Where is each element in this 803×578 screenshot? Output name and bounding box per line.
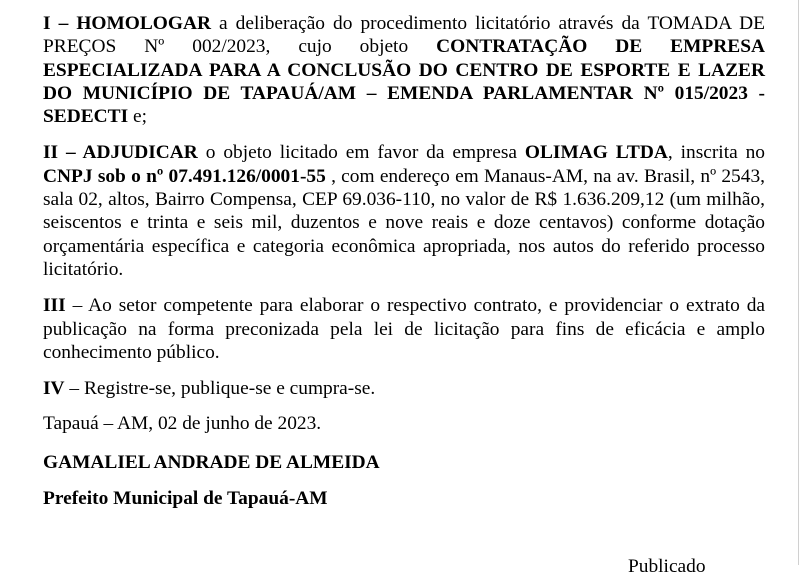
item-ii-verb: ADJUDICAR <box>82 142 198 164</box>
place-date: Tapauá – AM, 02 de junho de 2023. <box>43 413 322 435</box>
item-i-paragraph <box>43 12 765 128</box>
item-i-dash: – <box>50 13 77 34</box>
document-body <box>43 12 765 510</box>
item-iv-paragraph <box>43 377 765 400</box>
item-ii-cnpj: CNPJ sob o nº 07.491.126/0001-55 <box>43 165 326 187</box>
item-ii-text-3: , com endereço em Manaus-AM, na av. Brasil, nº 2543, sala 02, altos, Bairro Compensa, CEP 69.036-110, no valor de R$ 1.636.209,12 (um milhão, seiscentos e trinta e seis mil, duzentos e nove reais e doze centavos) conforme dotação orçamentária específica e categoria econômica apropriada, nos autos do referido processo licitatório. <box>43 165 765 280</box>
item-iii-paragraph <box>43 294 765 364</box>
item-ii-paragraph <box>43 141 765 281</box>
signatory-name: GAMALIEL ANDRADE DE ALMEIDA <box>43 451 380 473</box>
item-i-numeral: I <box>43 13 51 34</box>
item-ii-company: OLIMAG LTDA <box>524 142 668 164</box>
cut-off-text: Publicado <box>628 556 706 577</box>
item-iv-numeral: IV <box>43 378 65 400</box>
item-i-text-1: a deliberação do procedimento licitatório através da TOMADA DE PREÇOS Nº 002/2023, cujo objeto <box>43 13 765 58</box>
item-ii-numeral: II <box>43 142 59 164</box>
item-i-text-2: e; <box>128 106 147 128</box>
item-ii-text-1: o objeto licitado em favor da empresa <box>197 142 525 164</box>
signatory-title: Prefeito Municipal de Tapauá-AM <box>43 488 328 510</box>
item-iii-numeral: III <box>43 295 66 317</box>
page-edge-divider <box>798 0 799 565</box>
item-iii-text: – Ao setor competente para elaborar o respectivo contrato, e providenciar o extrato da publicação na forma preconizada pela lei de licitação para fins de eficácia e amplo conhecimento público. <box>43 295 765 363</box>
item-ii-dash: – <box>58 142 83 164</box>
item-i-object: CONTRATAÇÃO DE EMPRESA ESPECIALIZADA PARA A CONCLUSÃO DO CENTRO DE ESPORTE E LAZER DO MUNICÍPIO DE TAPAUÁ/AM – EMENDA PARLAMENTAR Nº 015/2023 - SEDECTI <box>43 36 765 128</box>
item-ii-text-2: , inscrita no <box>667 142 765 164</box>
item-iv-text: – Registre-se, publique-se e cumpra-se. <box>64 378 376 400</box>
item-i-verb: HOMOLOGAR <box>76 13 211 34</box>
